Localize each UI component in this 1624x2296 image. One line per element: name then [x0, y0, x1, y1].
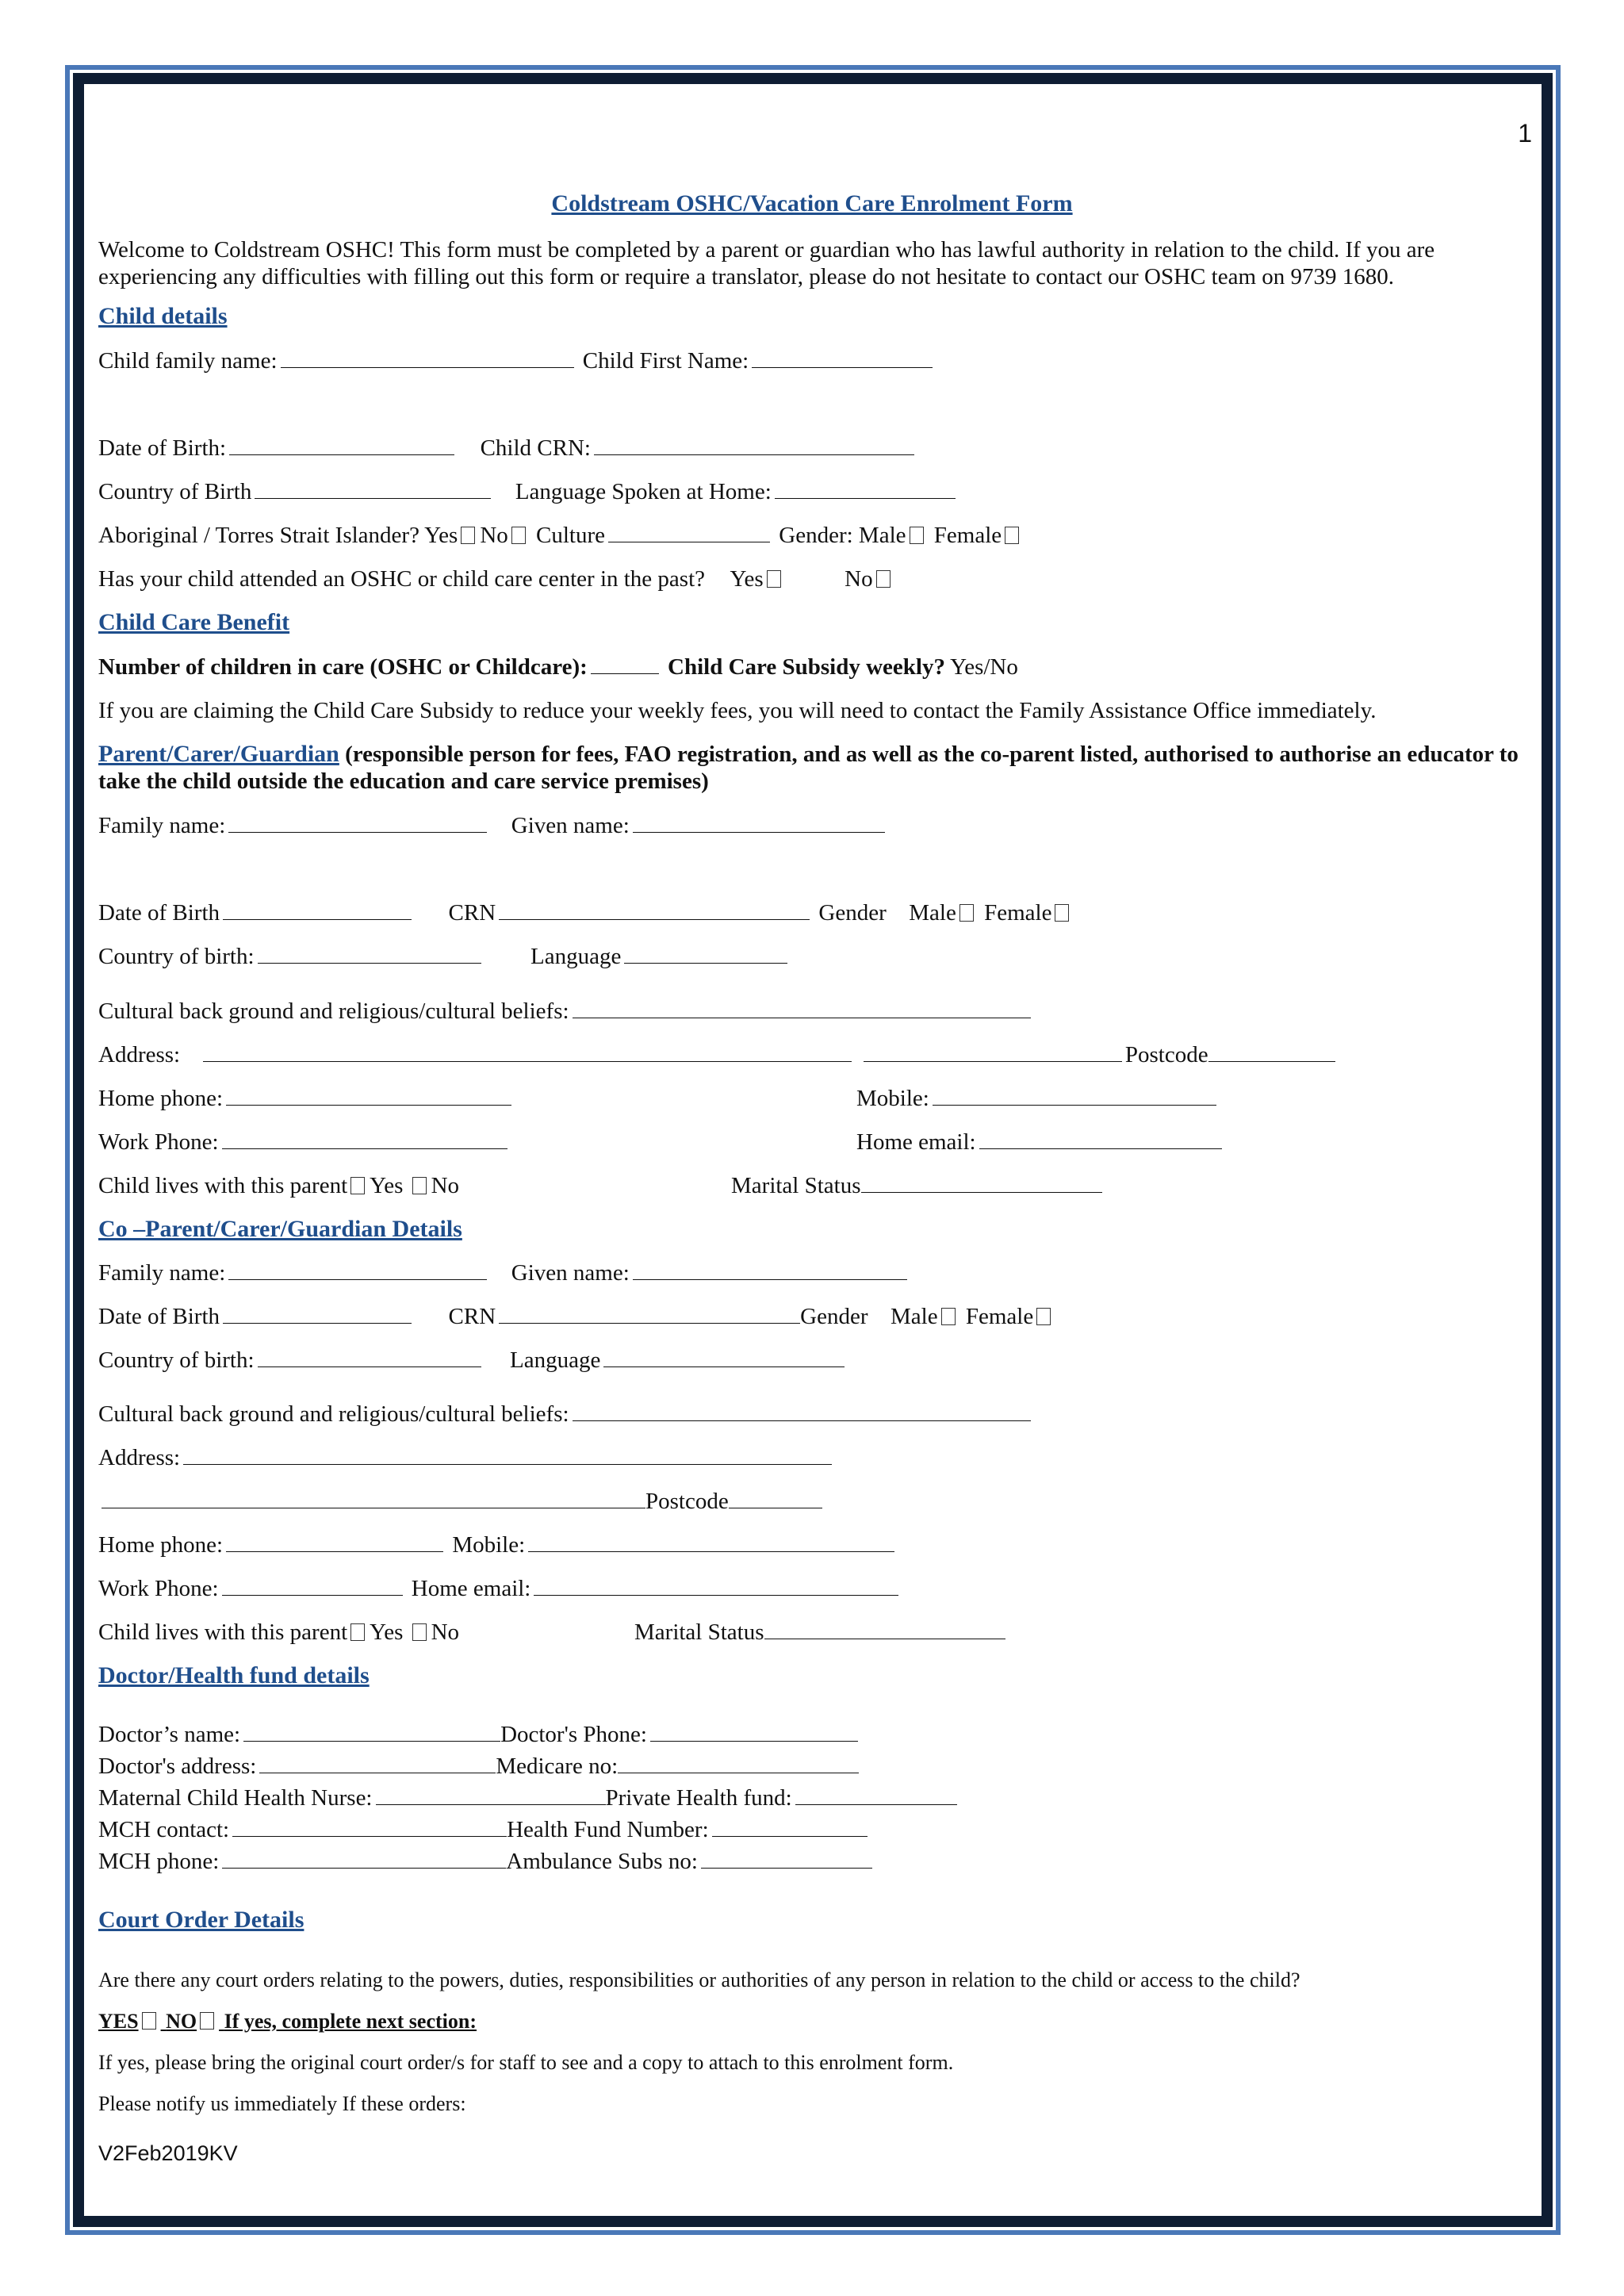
court-question: Are there any court orders relating to the powers, duties, responsibilities or authorities of any person in relation to the child or access to the child?	[98, 1968, 1300, 1991]
child-first-name-field[interactable]	[752, 348, 933, 368]
doctor-name-row	[98, 1721, 861, 1748]
coparent-given-name-field[interactable]	[633, 1260, 907, 1280]
aboriginal-no-label: No	[480, 523, 508, 548]
parent-crn-field[interactable]	[499, 900, 810, 920]
parent-dob-row	[98, 899, 1074, 926]
doctor-address-row	[98, 1753, 862, 1780]
court-notify-note: Please notify us immediately If these orders:	[98, 2092, 466, 2115]
parent-lives-yes-label: Yes	[370, 1173, 404, 1198]
parent-lives-yes-checkbox[interactable]	[350, 1177, 365, 1194]
mch-contact-label: MCH contact:	[98, 1817, 230, 1842]
parent-address-label: Address:	[98, 1042, 181, 1068]
child-details-heading: Child details	[98, 303, 228, 329]
parent-given-name-field[interactable]	[633, 813, 885, 833]
child-country-label: Country of Birth	[98, 479, 252, 504]
coparent-home-phone-field[interactable]	[226, 1532, 443, 1552]
ambulance-field[interactable]	[701, 1849, 872, 1869]
coparent-email-field[interactable]	[534, 1576, 898, 1596]
parent-mobile-field[interactable]	[933, 1086, 1216, 1106]
parent-email-label: Home email:	[856, 1129, 976, 1155]
private-fund-label: Private Health fund:	[605, 1785, 792, 1811]
parent-mobile-label: Mobile:	[856, 1086, 929, 1111]
coparent-work-phone-field[interactable]	[222, 1576, 403, 1596]
child-female-label: Female	[933, 523, 1002, 548]
child-dob-row	[98, 435, 917, 462]
child-family-name-field[interactable]	[281, 348, 574, 368]
parent-family-name-field[interactable]	[228, 813, 487, 833]
coparent-crn-label: CRN	[448, 1304, 496, 1329]
parent-female-checkbox[interactable]	[1055, 904, 1069, 922]
coparent-family-name-field[interactable]	[228, 1260, 487, 1280]
parent-country-field[interactable]	[258, 944, 481, 964]
coparent-lives-row	[98, 1619, 459, 1646]
court-yes-no-row	[98, 2008, 477, 2035]
coparent-lives-yes-label: Yes	[370, 1619, 404, 1645]
parent-lives-no-checkbox[interactable]	[412, 1177, 427, 1194]
parent-cultural-field[interactable]	[573, 999, 1031, 1018]
mch-phone-row	[98, 1848, 875, 1875]
coparent-marital-row	[634, 1619, 1009, 1646]
parent-language-field[interactable]	[624, 944, 787, 964]
child-dob-label: Date of Birth:	[98, 435, 227, 461]
parent-address-field[interactable]	[203, 1042, 852, 1062]
doctor-address-field[interactable]	[259, 1754, 496, 1773]
parent-cultural-label: Cultural back ground and religious/cultural beliefs:	[98, 999, 569, 1024]
mch-nurse-label: Maternal Child Health Nurse:	[98, 1785, 373, 1811]
aboriginal-yes-checkbox[interactable]	[461, 527, 475, 544]
attended-no-checkbox[interactable]	[876, 570, 891, 588]
child-gender-label: Gender: Male	[779, 523, 906, 548]
coparent-address-row	[98, 1444, 835, 1471]
coparent-mobile-label: Mobile:	[452, 1532, 526, 1558]
coparent-country-label: Country of birth:	[98, 1347, 255, 1373]
parent-address-field-2[interactable]	[864, 1042, 1122, 1062]
doctor-address-label: Doctor's address:	[98, 1754, 257, 1779]
parent-postcode-label: Postcode	[1124, 1042, 1208, 1068]
attended-yes-checkbox[interactable]	[767, 570, 781, 588]
aboriginal-no-checkbox[interactable]	[511, 527, 526, 544]
subsidy-weekly-label: Child Care Subsidy weekly?	[668, 654, 945, 680]
coparent-dob-label: Date of Birth	[98, 1304, 220, 1329]
form-title: Coldstream OSHC/Vacation Care Enrolment Form	[551, 190, 1073, 217]
form-page	[84, 84, 1542, 2216]
coparent-cultural-row	[98, 1401, 1034, 1428]
child-male-checkbox[interactable]	[910, 527, 924, 544]
parent-email-field[interactable]	[979, 1129, 1222, 1149]
child-name-row	[98, 347, 936, 374]
attended-question: Has your child attended an OSHC or child care center in the past?	[98, 566, 706, 592]
parent-dob-label: Date of Birth	[98, 900, 220, 926]
coparent-marital-field[interactable]	[764, 1619, 1005, 1639]
parent-heading-block	[98, 741, 1526, 795]
doctor-name-label: Doctor’s name:	[98, 1722, 241, 1747]
parent-work-phone-label: Work Phone:	[98, 1129, 219, 1155]
parent-male-label: Male	[909, 900, 956, 926]
coparent-male-checkbox[interactable]	[941, 1308, 956, 1325]
coparent-lives-no-label: No	[431, 1619, 460, 1645]
version-code: V2Feb2019KV	[98, 2141, 238, 2165]
court-no-checkbox[interactable]	[200, 2012, 214, 2030]
coparent-dob-field[interactable]	[223, 1304, 412, 1324]
coparent-country-field[interactable]	[258, 1347, 481, 1367]
mch-nurse-row	[98, 1784, 960, 1811]
coparent-address-row-2	[98, 1488, 825, 1515]
coparent-language-label: Language	[510, 1347, 601, 1373]
coparent-given-name-label: Given name:	[511, 1260, 630, 1286]
attended-no-label: No	[845, 566, 873, 592]
child-family-name-label: Child family name:	[98, 348, 278, 374]
coparent-lives-label: Child lives with this parent	[98, 1619, 348, 1645]
mch-nurse-field[interactable]	[376, 1785, 606, 1805]
coparent-country-row	[98, 1347, 848, 1374]
page-number: 1	[1518, 119, 1532, 148]
child-dob-field[interactable]	[229, 435, 454, 455]
coparent-address-label: Address:	[98, 1445, 181, 1470]
coparent-heading: Co –Parent/Carer/Guardian Details	[98, 1216, 462, 1242]
child-care-benefit-heading: Child Care Benefit	[98, 609, 290, 635]
court-order-heading: Court Order Details	[98, 1907, 304, 1933]
court-yes-label: YES	[98, 2010, 139, 2033]
child-aboriginal-row	[98, 522, 1024, 549]
children-in-care-field[interactable]	[591, 654, 659, 674]
coparent-lives-yes-checkbox[interactable]	[350, 1623, 365, 1641]
coparent-crn-field[interactable]	[499, 1304, 800, 1324]
mch-phone-label: MCH phone:	[98, 1849, 220, 1874]
parent-gender-label: Gender	[818, 900, 887, 926]
parent-lives-no-label: No	[431, 1173, 460, 1198]
parent-country-row	[98, 943, 791, 970]
child-language-label: Language Spoken at Home:	[515, 479, 772, 504]
court-bring-note: If yes, please bring the original court order/s for staff to see and a copy to attach to this enrolment form.	[98, 2051, 954, 2074]
child-first-name-label: Child First Name:	[582, 348, 749, 374]
parent-lives-row	[98, 1172, 459, 1199]
coparent-work-phone-label: Work Phone:	[98, 1576, 219, 1601]
coparent-male-label: Male	[891, 1304, 938, 1329]
coparent-address-field[interactable]	[183, 1445, 832, 1465]
parent-language-label: Language	[530, 944, 622, 969]
child-country-row	[98, 478, 959, 505]
parent-name-row	[98, 812, 888, 839]
children-in-care-label: Number of children in care (OSHC or Childcare):	[98, 654, 588, 680]
parent-mobile-row	[856, 1085, 1220, 1112]
parent-marital-field[interactable]	[861, 1173, 1102, 1193]
child-crn-field[interactable]	[594, 435, 914, 455]
fund-number-field[interactable]	[712, 1817, 868, 1837]
coparent-female-checkbox[interactable]	[1036, 1308, 1051, 1325]
parent-marital-label: Marital Status	[731, 1173, 861, 1198]
coparent-email-label: Home email:	[411, 1576, 531, 1601]
doctor-phone-field[interactable]	[650, 1722, 858, 1742]
coparent-cultural-label: Cultural back ground and religious/cultural beliefs:	[98, 1401, 569, 1427]
coparent-language-field[interactable]	[603, 1347, 845, 1367]
coparent-address-field-2[interactable]	[102, 1489, 645, 1508]
aboriginal-label: Aboriginal / Torres Strait Islander? Yes	[98, 523, 458, 548]
intro-paragraph: Welcome to Coldstream OSHC! This form must be completed by a parent or guardian who has lawful authority in relation to the child. If you are experiencing any difficulties with filling out this form or require a translator, please do not hesitate to contact our OSHC team on 9739 1680.	[98, 237, 1435, 289]
child-country-field[interactable]	[255, 479, 491, 499]
coparent-name-row	[98, 1259, 910, 1286]
coparent-cultural-field[interactable]	[573, 1401, 1031, 1421]
coparent-home-phone-label: Home phone:	[98, 1532, 224, 1558]
parent-home-phone-field[interactable]	[226, 1086, 511, 1106]
court-if-yes-label: If yes, complete next section:	[224, 2010, 477, 2033]
court-no-label: NO	[166, 2010, 197, 2033]
parent-work-phone-field[interactable]	[222, 1129, 508, 1149]
mch-contact-row	[98, 1816, 871, 1843]
parent-address-row	[98, 1041, 1339, 1068]
parent-heading: Parent/Carer/Guardian	[98, 741, 339, 767]
parent-female-label: Female	[984, 900, 1052, 926]
mch-contact-field[interactable]	[232, 1817, 507, 1837]
parent-postcode-field[interactable]	[1208, 1042, 1335, 1062]
doctor-name-field[interactable]	[243, 1722, 500, 1742]
parent-given-name-label: Given name:	[511, 813, 630, 838]
court-yes-checkbox[interactable]	[142, 2012, 156, 2030]
parent-country-label: Country of birth:	[98, 944, 255, 969]
child-crn-label: Child CRN:	[480, 435, 591, 461]
parent-home-phone-row	[98, 1085, 515, 1112]
coparent-gender-label: Gender	[800, 1304, 868, 1329]
parent-home-phone-label: Home phone:	[98, 1086, 224, 1111]
doctor-heading: Doctor/Health fund details	[98, 1662, 370, 1688]
medicare-field[interactable]	[618, 1754, 859, 1773]
coparent-work-row	[98, 1575, 902, 1602]
parent-heading-note: (responsible person for fees, FAO registration, and as well as the co-parent listed, authorised to authorise an educator to take the child outside the education and care service premises)	[98, 742, 1519, 794]
child-female-checkbox[interactable]	[1005, 527, 1019, 544]
parent-crn-label: CRN	[448, 900, 496, 926]
coparent-female-label: Female	[965, 1304, 1034, 1329]
ambulance-label: Ambulance Subs no:	[506, 1849, 698, 1874]
parent-marital-row	[731, 1172, 1105, 1199]
coparent-postcode-field[interactable]	[729, 1489, 822, 1508]
coparent-family-name-label: Family name:	[98, 1260, 226, 1286]
parent-male-checkbox[interactable]	[959, 904, 974, 922]
parent-dob-field[interactable]	[223, 900, 412, 920]
coparent-dob-row	[98, 1303, 1055, 1330]
fund-number-label: Health Fund Number:	[507, 1817, 709, 1842]
culture-field[interactable]	[608, 523, 770, 542]
medicare-label: Medicare no:	[496, 1754, 619, 1779]
mch-phone-field[interactable]	[222, 1849, 506, 1869]
doctor-phone-label: Doctor's Phone:	[500, 1722, 647, 1747]
culture-label: Culture	[536, 523, 606, 548]
coparent-mobile-field[interactable]	[528, 1532, 894, 1552]
coparent-marital-label: Marital Status	[634, 1619, 764, 1645]
attended-yes-label: Yes	[730, 566, 764, 592]
child-language-field[interactable]	[775, 479, 956, 499]
coparent-lives-no-checkbox[interactable]	[412, 1623, 427, 1641]
benefit-note: If you are claiming the Child Care Subsidy to reduce your weekly fees, you will need to contact the Family Assistance Office immediately.	[98, 698, 1377, 723]
coparent-phone-row	[98, 1531, 898, 1558]
benefit-row	[98, 654, 1018, 680]
parent-cultural-row	[98, 998, 1034, 1025]
parent-family-name-label: Family name:	[98, 813, 226, 838]
parent-lives-label: Child lives with this parent	[98, 1173, 348, 1198]
parent-email-row	[856, 1129, 1225, 1156]
child-attended-row	[98, 565, 895, 592]
subsidy-options[interactable]: Yes/No	[950, 654, 1018, 680]
parent-work-phone-row	[98, 1129, 511, 1156]
coparent-postcode-label: Postcode	[645, 1489, 729, 1514]
private-fund-field[interactable]	[795, 1785, 957, 1805]
